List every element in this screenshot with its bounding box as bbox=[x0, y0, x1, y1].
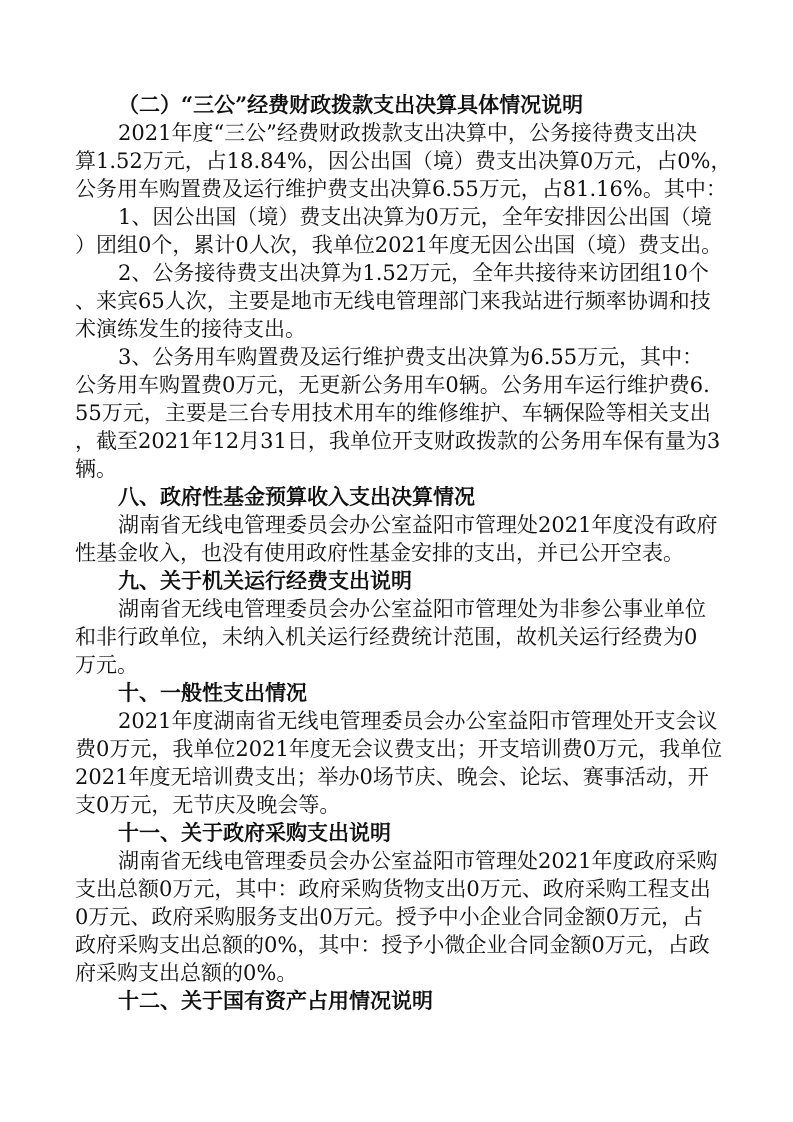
section-government-procurement bbox=[75, 819, 735, 987]
text-line: 公务用车购置费及运行维护费支出决算6.55万元，占81.16%。其中： bbox=[75, 177, 727, 201]
text-line: 术演练发生的接待支出。 bbox=[75, 317, 306, 341]
text-line: 府采购支出总额的0%。 bbox=[75, 961, 298, 985]
text-line: 支0万元，无节庆及晚会等。 bbox=[75, 793, 341, 817]
text-line: 万元。 bbox=[75, 653, 138, 677]
text-line: ，截至2021年12月31日，我单位开支财政拨款的公务用车保有量为3 bbox=[75, 429, 721, 453]
section-heading: （二）“三公”经费财政拨款支出决算具体情况说明 bbox=[118, 92, 584, 117]
section-sangong bbox=[75, 91, 735, 483]
text-line: 湖南省无线电管理委员会办公室益阳市管理处2021年度没有政府 bbox=[118, 513, 718, 537]
text-line: 和非行政单位，未纳入机关运行经费统计范围，故机关运行经费为0 bbox=[75, 625, 698, 649]
section-heading: 十、一般性支出情况 bbox=[118, 680, 307, 705]
document-body bbox=[75, 91, 735, 1015]
section-heading: 十一、关于政府采购支出说明 bbox=[118, 820, 391, 845]
text-line: 湖南省无线电管理委员会办公室益阳市管理处为非参公事业单位 bbox=[118, 597, 706, 621]
text-line: 辆。 bbox=[75, 457, 117, 481]
text-line: 公务用车购置费0万元，无更新公务用车0辆。公务用车运行维护费6. bbox=[75, 373, 710, 397]
paragraph bbox=[75, 595, 735, 679]
paragraph bbox=[75, 707, 735, 819]
text-line: 2021年度“三公”经费财政拨款支出决算中，公务接待费支出决 bbox=[118, 121, 697, 145]
section-general-expenditure bbox=[75, 679, 735, 819]
text-line: 3、公务用车购置费及运行维护费支出决算为6.55万元，其中： bbox=[118, 345, 704, 369]
text-line: 2、公务接待费支出决算为1.52万元，全年共接待来访团组10个 bbox=[118, 261, 709, 285]
paragraph bbox=[75, 847, 735, 987]
section-heading: 十二、关于国有资产占用情况说明 bbox=[118, 988, 433, 1013]
text-line: 费0万元，我单位2021年度无会议费支出；开支培训费0万元，我单位 bbox=[75, 737, 723, 761]
paragraph bbox=[75, 511, 735, 567]
text-line: 、来宾65人次，主要是地市无线电管理部门来我站进行频率协调和技 bbox=[75, 289, 711, 313]
paragraph bbox=[75, 203, 735, 259]
text-line: ）团组0个，累计0人次，我单位2021年度无因公出国（境）费支出。 bbox=[75, 233, 723, 257]
text-line: 0万元、政府采购服务支出0万元。授予中小企业合同金额0万元，占 bbox=[75, 905, 704, 929]
text-line: 2021年度无培训费支出；举办0场节庆、晚会、论坛、赛事活动，开 bbox=[75, 765, 709, 789]
paragraph bbox=[75, 119, 735, 203]
section-heading: 九、关于机关运行经费支出说明 bbox=[118, 568, 412, 593]
section-government-fund bbox=[75, 483, 735, 567]
paragraph bbox=[75, 343, 735, 483]
section-operating-expenses bbox=[75, 567, 735, 679]
paragraph bbox=[75, 259, 735, 343]
text-line: 算1.52万元，占18.84%，因公出国（境）费支出决算0万元，占0%， bbox=[75, 149, 732, 173]
text-line: 性基金收入，也没有使用政府性基金安排的支出，并已公开空表。 bbox=[75, 541, 684, 565]
text-line: 政府采购支出总额的0%，其中：授予小微企业合同金额0万元，占政 bbox=[75, 933, 710, 957]
text-line: 支出总额0万元，其中：政府采购货物支出0万元、政府采购工程支出 bbox=[75, 877, 711, 901]
text-line: 1、因公出国（境）费支出决算为0万元，全年安排因公出国（境 bbox=[118, 205, 712, 229]
text-line: 湖南省无线电管理委员会办公室益阳市管理处2021年度政府采购 bbox=[118, 849, 718, 873]
section-heading: 八、政府性基金预算收入支出决算情况 bbox=[118, 484, 475, 509]
text-line: 55万元，主要是三台专用技术用车的维修维护、车辆保险等相关支出 bbox=[75, 401, 711, 425]
text-line: 2021年度湖南省无线电管理委员会办公室益阳市管理处开支会议 bbox=[118, 709, 718, 733]
section-state-assets bbox=[75, 987, 735, 1015]
